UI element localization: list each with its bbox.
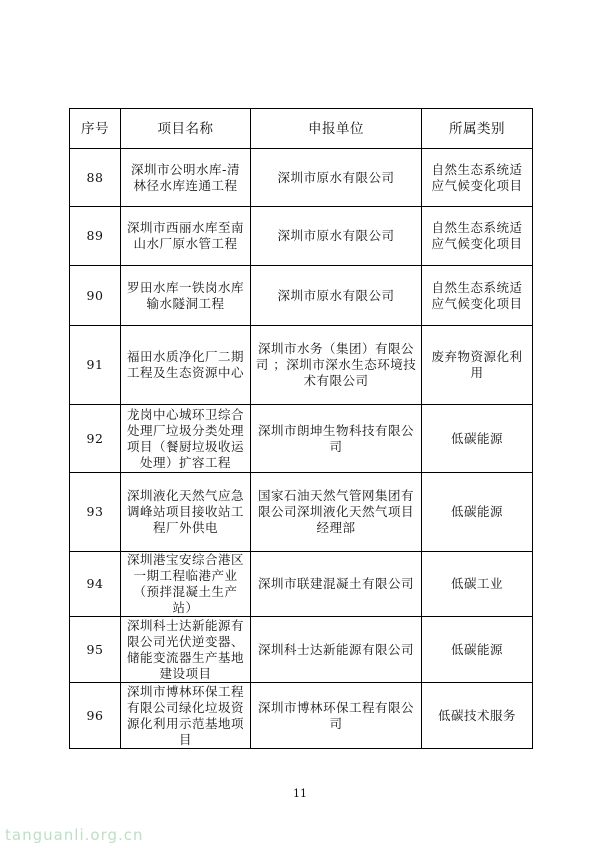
applicant-unit: 国家石油天然气管网集团有限公司深圳液化天然气项目经理部 — [251, 473, 422, 552]
header-category: 所属类别 — [422, 109, 533, 149]
row-number: 89 — [70, 207, 121, 266]
table-row — [70, 405, 533, 473]
project-category: 低碳技术服务 — [422, 683, 533, 749]
applicant-unit: 深圳市原水有限公司 — [251, 149, 422, 207]
project-name: 罗田水库一铁岗水库输水隧洞工程 — [121, 266, 251, 326]
page-number: 11 — [293, 787, 307, 800]
project-category: 低碳能源 — [422, 617, 533, 683]
project-table — [69, 108, 533, 749]
applicant-unit: 深圳市水务（集团）有限公司 ；深圳市深水生态环境技术有限公司 — [251, 326, 422, 405]
project-name: 深圳市博林环保工程有限公司绿化垃圾资源化利用示范基地项目 — [121, 683, 251, 749]
project-category: 低碳能源 — [422, 405, 533, 473]
table-row — [70, 149, 533, 207]
row-number: 96 — [70, 683, 121, 749]
project-name: 福田水质净化厂二期工程及生态资源中心 — [121, 326, 251, 405]
table-row — [70, 207, 533, 266]
applicant-unit: 深圳市原水有限公司 — [251, 207, 422, 266]
project-name: 龙岗中心城环卫综合处理厂垃圾分类处理项目（餐厨垃圾收运处理）扩容工程 — [121, 405, 251, 473]
row-number: 94 — [70, 552, 121, 617]
applicant-unit: 深圳市博林环保工程有限公司 — [251, 683, 422, 749]
table-header-row — [70, 109, 533, 149]
row-number: 92 — [70, 405, 121, 473]
table-row — [70, 326, 533, 405]
project-category: 自然生态系统适应气候变化项目 — [422, 266, 533, 326]
project-name: 深圳市西丽水库至南山水厂原水管工程 — [121, 207, 251, 266]
table-row — [70, 683, 533, 749]
project-category: 自然生态系统适应气候变化项目 — [422, 207, 533, 266]
project-category: 废弃物资源化利用 — [422, 326, 533, 405]
project-category: 自然生态系统适应气候变化项目 — [422, 149, 533, 207]
table-row — [70, 473, 533, 552]
applicant-unit: 深圳科士达新能源有限公司 — [251, 617, 422, 683]
watermark: tanguanli.org.cn — [5, 826, 144, 844]
project-category: 低碳工业 — [422, 552, 533, 617]
table-row — [70, 552, 533, 617]
project-name: 深圳科士达新能源有限公司光伏逆变器、储能变流器生产基地建设项目 — [121, 617, 251, 683]
row-number: 91 — [70, 326, 121, 405]
table-row — [70, 266, 533, 326]
applicant-unit: 深圳市原水有限公司 — [251, 266, 422, 326]
row-number: 88 — [70, 149, 121, 207]
header-serial-number: 序号 — [70, 109, 121, 149]
project-name: 深圳港宝安综合港区一期工程临港产业（预拌混凝土生产站） — [121, 552, 251, 617]
row-number: 93 — [70, 473, 121, 552]
row-number: 95 — [70, 617, 121, 683]
header-applicant-unit: 申报单位 — [251, 109, 422, 149]
table-row — [70, 617, 533, 683]
project-category: 低碳能源 — [422, 473, 533, 552]
applicant-unit: 深圳市联建混凝土有限公司 — [251, 552, 422, 617]
project-name: 深圳市公明水库-清林径水库连通工程 — [121, 149, 251, 207]
row-number: 90 — [70, 266, 121, 326]
project-name: 深圳液化天然气应急调峰站项目接收站工程厂外供电 — [121, 473, 251, 552]
applicant-unit: 深圳市朗坤生物科技有限公司 — [251, 405, 422, 473]
header-project-name: 项目名称 — [121, 109, 251, 149]
